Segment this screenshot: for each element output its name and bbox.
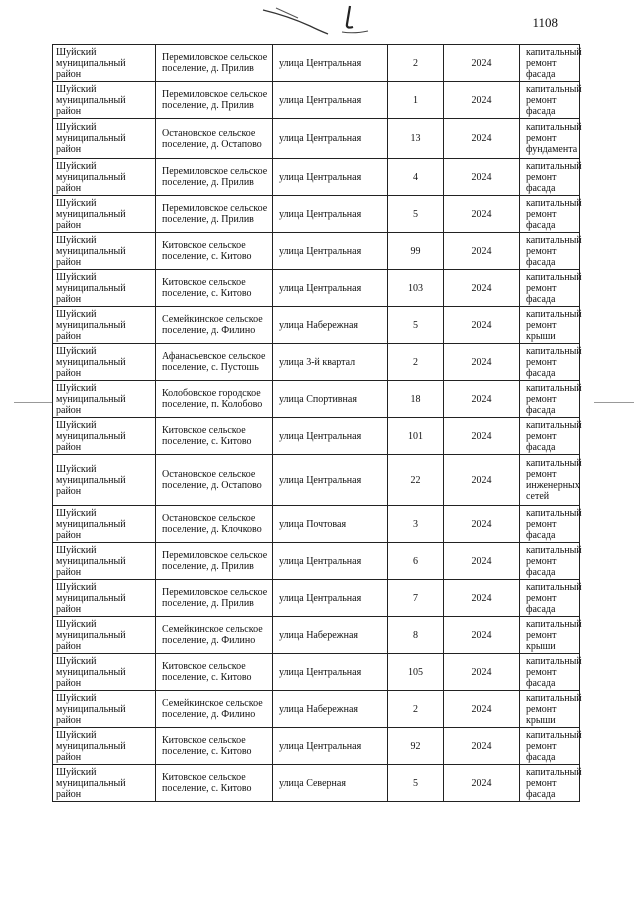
- house-number-cell: 6: [388, 543, 444, 580]
- street-cell: улица Центральная: [273, 728, 388, 765]
- year-cell: 2024: [444, 82, 520, 119]
- year-cell: 2024: [444, 455, 520, 506]
- work-type-cell: капитальный ремонт фасада: [520, 543, 580, 580]
- year-cell: 2024: [444, 765, 520, 802]
- work-type-cell: капитальный ремонт инженерных сетей: [520, 455, 580, 506]
- work-type-cell: капитальный ремонт фасада: [520, 418, 580, 455]
- year-cell: 2024: [444, 381, 520, 418]
- settlement-cell: Перемиловское сельское поселение, д. Прилив: [156, 196, 273, 233]
- table-row: [53, 580, 580, 617]
- year-cell: 2024: [444, 543, 520, 580]
- year-cell: 2024: [444, 119, 520, 159]
- street-cell: улица Центральная: [273, 196, 388, 233]
- district-cell: Шуйский муниципальный район: [53, 728, 156, 765]
- year-cell: 2024: [444, 418, 520, 455]
- house-number-cell: 5: [388, 765, 444, 802]
- table-row: [53, 233, 580, 270]
- page-number: 1108: [532, 15, 558, 30]
- district-cell: Шуйский муниципальный район: [53, 82, 156, 119]
- house-number-cell: 2: [388, 691, 444, 728]
- table-row: [53, 543, 580, 580]
- work-type-cell: капитальный ремонт крыши: [520, 307, 580, 344]
- year-cell: 2024: [444, 233, 520, 270]
- settlement-cell: Китовское сельское поселение, с. Китово: [156, 728, 273, 765]
- settlement-cell: Китовское сельское поселение, с. Китово: [156, 233, 273, 270]
- street-cell: улица Центральная: [273, 654, 388, 691]
- year-cell: 2024: [444, 344, 520, 381]
- table-row: [53, 307, 580, 344]
- district-cell: Шуйский муниципальный район: [53, 617, 156, 654]
- work-type-cell: капитальный ремонт крыши: [520, 617, 580, 654]
- settlement-cell: Перемиловское сельское поселение, д. Прилив: [156, 159, 273, 196]
- settlement-cell: Остановское сельское поселение, д. Остапово: [156, 119, 273, 159]
- work-type-cell: капитальный ремонт фасада: [520, 381, 580, 418]
- street-cell: улица Центральная: [273, 580, 388, 617]
- table-row: [53, 82, 580, 119]
- work-type-cell: капитальный ремонт фундамента: [520, 119, 580, 159]
- work-type-cell: капитальный ремонт фасада: [520, 233, 580, 270]
- table-row: [53, 196, 580, 233]
- street-cell: улица Центральная: [273, 45, 388, 82]
- work-type-cell: капитальный ремонт фасада: [520, 506, 580, 543]
- settlement-cell: Колобовское городское поселение, п. Колобово: [156, 381, 273, 418]
- house-number-cell: 103: [388, 270, 444, 307]
- settlement-cell: Перемиловское сельское поселение, д. Прилив: [156, 580, 273, 617]
- street-cell: улица Спортивная: [273, 381, 388, 418]
- district-cell: Шуйский муниципальный район: [53, 159, 156, 196]
- year-cell: 2024: [444, 654, 520, 691]
- table-row: [53, 691, 580, 728]
- table-row: [53, 617, 580, 654]
- work-type-cell: капитальный ремонт фасада: [520, 765, 580, 802]
- house-number-cell: 22: [388, 455, 444, 506]
- street-cell: улица Набережная: [273, 617, 388, 654]
- house-number-cell: 92: [388, 728, 444, 765]
- district-cell: Шуйский муниципальный район: [53, 344, 156, 381]
- district-cell: Шуйский муниципальный район: [53, 543, 156, 580]
- work-type-cell: капитальный ремонт фасада: [520, 728, 580, 765]
- margin-mark-left: [14, 402, 52, 403]
- work-type-cell: капитальный ремонт фасада: [520, 580, 580, 617]
- house-number-cell: 2: [388, 45, 444, 82]
- district-cell: Шуйский муниципальный район: [53, 196, 156, 233]
- street-cell: улица Центральная: [273, 270, 388, 307]
- table-row: [53, 270, 580, 307]
- house-number-cell: 5: [388, 307, 444, 344]
- year-cell: 2024: [444, 159, 520, 196]
- house-number-cell: 105: [388, 654, 444, 691]
- table-body: [53, 45, 580, 802]
- settlement-cell: Китовское сельское поселение, с. Китово: [156, 418, 273, 455]
- year-cell: 2024: [444, 617, 520, 654]
- settlement-cell: Перемиловское сельское поселение, д. Прилив: [156, 82, 273, 119]
- settlement-cell: Китовское сельское поселение, с. Китово: [156, 654, 273, 691]
- settlement-cell: Семейкинское сельское поселение, д. Филино: [156, 617, 273, 654]
- house-number-cell: 18: [388, 381, 444, 418]
- settlement-cell: Китовское сельское поселение, с. Китово: [156, 765, 273, 802]
- table-row: [53, 728, 580, 765]
- table-row: [53, 455, 580, 506]
- settlement-cell: Перемиловское сельское поселение, д. Прилив: [156, 45, 273, 82]
- house-number-cell: 2: [388, 344, 444, 381]
- street-cell: улица Центральная: [273, 455, 388, 506]
- house-number-cell: 7: [388, 580, 444, 617]
- handwritten-signature: [258, 2, 378, 40]
- house-number-cell: 13: [388, 119, 444, 159]
- street-cell: улица Северная: [273, 765, 388, 802]
- district-cell: Шуйский муниципальный район: [53, 691, 156, 728]
- table-row: [53, 654, 580, 691]
- table-row: [53, 159, 580, 196]
- year-cell: 2024: [444, 580, 520, 617]
- year-cell: 2024: [444, 728, 520, 765]
- street-cell: улица Центральная: [273, 159, 388, 196]
- house-number-cell: 101: [388, 418, 444, 455]
- housing-repair-table: [52, 44, 582, 802]
- work-type-cell: капитальный ремонт фасада: [520, 82, 580, 119]
- district-cell: Шуйский муниципальный район: [53, 119, 156, 159]
- year-cell: 2024: [444, 307, 520, 344]
- settlement-cell: Перемиловское сельское поселение, д. Прилив: [156, 543, 273, 580]
- settlement-cell: Остановское сельское поселение, д. Остапово: [156, 455, 273, 506]
- district-cell: Шуйский муниципальный район: [53, 765, 156, 802]
- house-number-cell: 3: [388, 506, 444, 543]
- table-row: [53, 765, 580, 802]
- house-number-cell: 4: [388, 159, 444, 196]
- settlement-cell: Семейкинское сельское поселение, д. Филино: [156, 307, 273, 344]
- district-cell: Шуйский муниципальный район: [53, 270, 156, 307]
- district-cell: Шуйский муниципальный район: [53, 233, 156, 270]
- street-cell: улица Центральная: [273, 543, 388, 580]
- street-cell: улица Центральная: [273, 119, 388, 159]
- year-cell: 2024: [444, 691, 520, 728]
- street-cell: улица Центральная: [273, 82, 388, 119]
- street-cell: улица Центральная: [273, 418, 388, 455]
- district-cell: Шуйский муниципальный район: [53, 455, 156, 506]
- district-cell: Шуйский муниципальный район: [53, 307, 156, 344]
- settlement-cell: Семейкинское сельское поселение, д. Филино: [156, 691, 273, 728]
- year-cell: 2024: [444, 270, 520, 307]
- street-cell: улица 3-й квартал: [273, 344, 388, 381]
- work-type-cell: капитальный ремонт фасада: [520, 344, 580, 381]
- street-cell: улица Набережная: [273, 307, 388, 344]
- year-cell: 2024: [444, 45, 520, 82]
- work-type-cell: капитальный ремонт фасада: [520, 45, 580, 82]
- margin-mark-right: [594, 402, 634, 403]
- work-type-cell: капитальный ремонт крыши: [520, 691, 580, 728]
- street-cell: улица Центральная: [273, 233, 388, 270]
- settlement-cell: Китовское сельское поселение, с. Китово: [156, 270, 273, 307]
- year-cell: 2024: [444, 506, 520, 543]
- house-number-cell: 1: [388, 82, 444, 119]
- settlement-cell: Афанасьевское сельское поселение, с. Пустошь: [156, 344, 273, 381]
- table-row: [53, 506, 580, 543]
- district-cell: Шуйский муниципальный район: [53, 654, 156, 691]
- work-type-cell: капитальный ремонт фасада: [520, 196, 580, 233]
- house-number-cell: 5: [388, 196, 444, 233]
- district-cell: Шуйский муниципальный район: [53, 580, 156, 617]
- settlement-cell: Остановское сельское поселение, д. Клочково: [156, 506, 273, 543]
- table-row: [53, 418, 580, 455]
- district-cell: Шуйский муниципальный район: [53, 45, 156, 82]
- district-cell: Шуйский муниципальный район: [53, 381, 156, 418]
- work-type-cell: капитальный ремонт фасада: [520, 654, 580, 691]
- street-cell: улица Почтовая: [273, 506, 388, 543]
- table-row: [53, 344, 580, 381]
- house-number-cell: 99: [388, 233, 444, 270]
- work-type-cell: капитальный ремонт фасада: [520, 159, 580, 196]
- district-cell: Шуйский муниципальный район: [53, 418, 156, 455]
- table-row: [53, 119, 580, 159]
- house-number-cell: 8: [388, 617, 444, 654]
- table-row: [53, 45, 580, 82]
- work-type-cell: капитальный ремонт фасада: [520, 270, 580, 307]
- year-cell: 2024: [444, 196, 520, 233]
- table-row: [53, 381, 580, 418]
- street-cell: улица Набережная: [273, 691, 388, 728]
- district-cell: Шуйский муниципальный район: [53, 506, 156, 543]
